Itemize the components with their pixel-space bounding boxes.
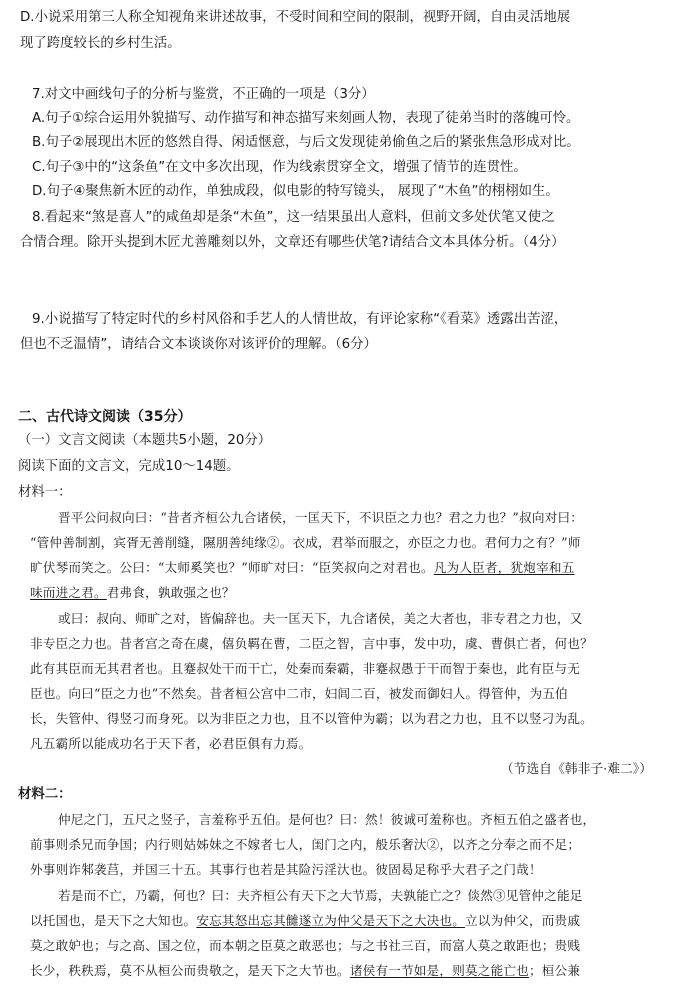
q9-line1: 9.小说描写了特定时代的乡村风俗和手艺人的人情世故，有评论家称“《看菜》透露出苦涩，	[32, 312, 568, 327]
underlined-sentence: 安忘其怒出忘其雠遂立为仲父是天下之大决也。	[196, 913, 465, 928]
underlined-sentence: 诸侯有一节如是，则莫之能亡也	[349, 963, 529, 978]
material2-line	[30, 962, 580, 980]
material1-line: 或曰：叔向、师旷之对，皆偏辞也。夫一匡天下，九合诸侯，美之大者也，非专君之力也，又	[58, 611, 583, 626]
material1-line	[30, 559, 574, 577]
section-title: 二、古代诗文阅读（35分）	[18, 409, 192, 425]
q8-line1: 8.看起来“煞是喜人”的咸鱼却是条“木鱼”，这一结果虽出人意料，但前文多处伏笔又使之	[32, 210, 555, 225]
underlined-sentence: 凡为人臣者，犹炮宰和五	[433, 560, 575, 575]
q7-option-a: A.句子①综合运用外貌描写、动作描写和神态描写来刻画人物，表现了徒弟当时的落魄可怜。	[32, 111, 580, 126]
q7-option-c: C.句子③中的“这条鱼”在文中多次出现，作为线索贯穿全文，增强了情节的连贯性。	[32, 160, 527, 175]
material2-text: ；桓公兼	[528, 963, 581, 978]
material2-line: 前事则杀兄而争国；内行则姑姊妹之不嫁者七人，闺门之内，般乐奢汏②，以齐之分奉之而不足；	[30, 837, 581, 852]
material1-line: 晋平公问叔向曰：“昔者齐桓公九合诸侯，一匡天下，不识臣之力也？君之力也？”叔向对曰：	[58, 510, 584, 525]
material1-line: 凡五霸所以能成功名于天下者，必君臣俱有力焉。	[30, 736, 312, 751]
material2-line: 外事则诈邾袭莒，并国三十五。其事行也若是其险污淫汏也。彼固曷足称乎大君子之门哉！	[30, 862, 542, 877]
material1-text: 君弗食，孰敢强之也？	[106, 585, 235, 600]
material1-source: （节选自《韩非子·难二》）	[500, 762, 652, 777]
section-subtitle: （一）文言文阅读（本题共5小题，20分）	[18, 433, 272, 448]
material1-text: 旷伏琴而笑之。公曰：“太师奚笑也？”师旷对曰：“臣笑叔向之对君也。	[30, 560, 434, 575]
material1-line: 非专臣之力也。昔者宫之奇在虞，僖负羁在曹，二臣之智，言中事，发中功，虞、曹俱亡者，何也？	[30, 636, 593, 651]
q6-option-d-line1: D.小说采用第三人称全知视角来讲述故事，不受时间和空间的限制，视野开阔，自由灵活地展	[20, 10, 571, 25]
material1-label: 材料一：	[18, 485, 72, 500]
q6-option-d-line2: 现了跨度较长的乡村生活。	[20, 36, 181, 51]
q8-line2: 合情合理。除开头提到木匠尤善雕刻以外，文章还有哪些伏笔?请结合文本具体分析。（4分）	[20, 235, 565, 250]
q7-stem: 7.对文中画线句子的分析与鉴赏，不正确的一项是（3分）	[32, 87, 375, 102]
q7-option-b: B.句子②展现出木匠的悠然自得、闲适惬意，与后文发现徒弟偷鱼之后的紧张焦急形成对比。	[32, 135, 580, 150]
material1-line	[30, 584, 235, 602]
material2-line	[30, 912, 580, 930]
material2-text: 以托国也，是天下之大知也。	[30, 913, 197, 928]
q7-option-d: D.句子④聚焦新木匠的动作，单独成段，似电影的特写镜头， 展现了“木鱼”的栩栩如生。	[32, 184, 559, 199]
material1-line: 臣也。向曰“臣之力也”不然矣。昔者桓公宫中二市，妇闾二百，被发而御妇人。得管仲，为五伯	[30, 686, 568, 701]
section-instruction: 阅读下面的文言文，完成10～14题。	[18, 459, 240, 474]
material1-line: “管仲善制割，宾胥无善削缝，隰朋善纯缘②。衣成，君举而服之，亦臣之力也。君何力之有？”师	[30, 535, 581, 550]
material2-text: 长少，秩秩焉，莫不从桓公而贵敬之，是天下之大节也。	[30, 963, 350, 978]
q9-line2: 但也不乏温情”，请结合文本谈谈你对该评价的理解。（6分）	[20, 337, 377, 352]
underlined-sentence: 味而进之君。	[30, 585, 107, 600]
material1-line: 长，失管仲、得竖刁而身死。以为非臣之力也，且不以管仲为霸；以为君之力也，且不以竖刁为乱。	[30, 711, 593, 726]
material1-line: 此有其臣而无其君者也。且蹇叔处干而干亡，处秦而秦霸，非蹇叔愚于干而智于秦也，此有臣与无	[30, 661, 581, 676]
material2-line: 若是而不亡，乃霸，何也？曰：夫齐桓公有天下之大节焉，夫孰能亡之？倓然③见管仲之能足	[58, 888, 583, 903]
material2-label: 材料二：	[18, 787, 72, 802]
material2-text: 立以为仲父，而贵戚	[465, 913, 581, 928]
material2-line: 仲尼之门，五尺之竖子，言羞称乎五伯。是何也？曰：然！彼诚可羞称也。齐桓五伯之盛者也，	[58, 812, 596, 827]
material2-line: 莫之敢妒也；与之高、国之位，而本朝之臣莫之敢恶也；与之书社三百，而富人莫之敢距也；贵贱	[30, 938, 581, 953]
